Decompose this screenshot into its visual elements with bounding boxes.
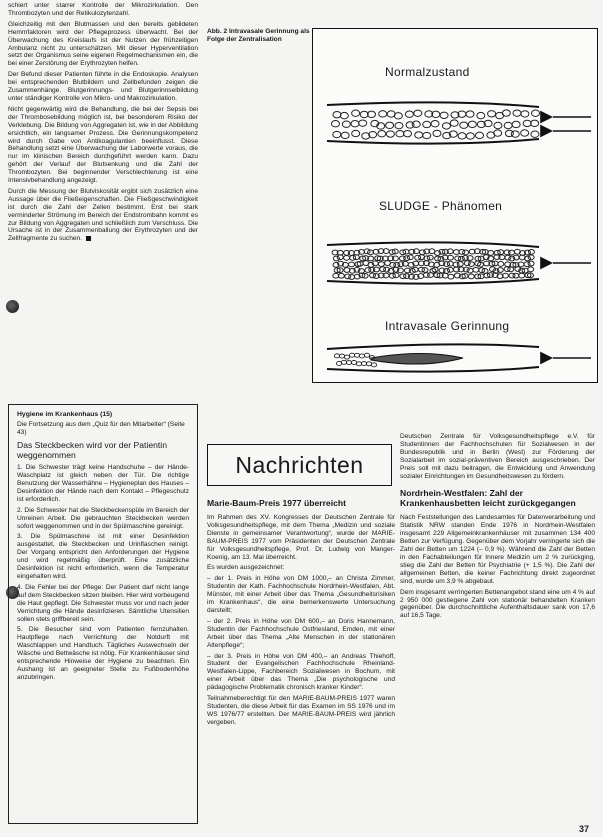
blood-cell bbox=[404, 130, 412, 136]
blood-cell bbox=[352, 110, 360, 116]
blood-cell bbox=[473, 267, 479, 272]
blood-cell bbox=[458, 133, 466, 139]
blood-cell bbox=[476, 132, 484, 138]
figure-block bbox=[207, 28, 600, 383]
news-paragraph: Nach Feststellungen des Landesamtes für Datenverarbeitung und Statistik NRW standen Ende 1976 in Nordrhein-Westfalen insgesamt 229 Allgemeinkrankenhäuser mit zusammen 134 400 Betten zur Verfügung. Gegenüber dem Vorjahr verringerte sich die Zahl der Betten um 1224 (– 0,9 %). Während die Zahl der Betten in den Fachabteilungen für Innere Medizin um 2 % zurückging, stieg die Zahl der Betten für Psychiatrie (+ 1,5 %). Die Zahl der allgemeinen Betten, die keiner Fachrichtung direkt zugeordnet sind, wurde um 3,9 % abgebaut. bbox=[400, 514, 595, 585]
blood-cell bbox=[531, 110, 539, 116]
blood-cell bbox=[356, 362, 361, 366]
blood-cell bbox=[444, 268, 450, 273]
news-paragraph: Es wurden ausgezeichnet: bbox=[207, 564, 285, 572]
blood-cell bbox=[371, 363, 376, 367]
blood-cell bbox=[528, 249, 534, 254]
blood-cell bbox=[405, 111, 413, 117]
sidebar-paragraph: 1. Die Schwester trägt keine Handschuhe – der Hände-Waschplatz ist gleich neben der Tür. Die richtige Benutzung der Wasserhähne – Hygieneplan des Hauses – Desinfektion der Hände nach dem Kontakt – Pflegeschutz ist erforderlich. bbox=[17, 464, 189, 503]
blood-cell bbox=[333, 111, 341, 117]
blood-cell bbox=[502, 110, 510, 116]
blood-cell bbox=[346, 361, 351, 365]
blood-cell bbox=[352, 130, 360, 136]
blood-cell bbox=[394, 113, 402, 119]
news-column-middle bbox=[207, 498, 395, 730]
blood-cell bbox=[464, 261, 470, 266]
blood-cell bbox=[378, 262, 384, 267]
blood-cell bbox=[386, 122, 394, 128]
sidebar-paragraph: 5. Die Besucher sind vom Patienten fernzuhalten. Hautpflege nach Verrichtung der Notdurft mit Waschlappen und Handtuch. Tägliches Auswechseln der Wäsche und Bettwäsche ist nötig. Für Krankenhäuser sind entsprechende Hinweise der Hygiene zu beachten. Ein Aushang ist an geeigneter Stelle zu Fußbodenhöhe anzubringen. bbox=[17, 626, 189, 681]
blood-cell bbox=[351, 360, 356, 364]
blood-cell bbox=[378, 130, 386, 136]
blood-cell bbox=[331, 121, 339, 127]
blood-cell bbox=[407, 255, 413, 260]
blood-cell bbox=[511, 131, 519, 137]
blood-cell bbox=[447, 267, 453, 272]
blood-cell bbox=[521, 111, 529, 117]
blood-cell bbox=[359, 354, 364, 358]
blood-cell bbox=[419, 250, 425, 255]
blood-cell bbox=[366, 362, 371, 366]
news-heading: Marie-Baum-Preis 1977 überreicht bbox=[207, 498, 346, 508]
news-paragraph: Teilnahmeberechtigt für den MARIE-BAUM-PREIS 1977 waren Studenten, die diese Arbeit für das Examen im SS 1976 und im WS 1976/77 erstellten. Der MARIE-BAUM-PREIS wird jährlich vergeben. bbox=[207, 695, 395, 726]
news-paragraph: – der 3. Preis in Höhe von DM 400,– an Andreas Thiehoff, Student der Evangelischen Fachhochschule Rheinland-Westfalen-Lippe, Fachbereich Sozialwesen in Bochum, mit einer Arbeit über das Thema „Die psychologische und pädagogische Problematik chronisch kranker Kinder“. bbox=[207, 652, 395, 692]
blood-cell bbox=[379, 111, 387, 117]
sidebar-note: Die Fortsetzung aus dem „Quiz für den Mitarbeiter“ (Seite 43) bbox=[17, 421, 185, 436]
blood-cell bbox=[359, 120, 367, 126]
stage-label-sludge: SLUDGE - Phänomen bbox=[379, 199, 503, 213]
blood-cell bbox=[348, 262, 354, 267]
blood-cell bbox=[413, 249, 419, 254]
blood-cell bbox=[334, 354, 339, 358]
end-of-article-mark bbox=[86, 236, 91, 241]
vessel-drawing bbox=[313, 29, 599, 384]
figure-caption: Abb. 2 Intravasale Gerinnung als Folge der Zentralisation bbox=[207, 28, 310, 43]
sidebar-title: Das Steckbecken wird vor der Patientin weggenommen bbox=[17, 440, 167, 461]
news-paragraph: Dem insgesamt verringerten Bettenangebot stand eine um 4 % auf 2 950 000 gestiegene Zahl von stationär behandelten Kranken gegenüber. Die durchschnittliche Aufenthaltsdauer sank von 17,6 auf 16,5 Tage. bbox=[400, 588, 595, 620]
blood-cell bbox=[344, 255, 350, 260]
blood-cell bbox=[395, 122, 403, 128]
article-paragraph-text: Durch die Messung der Blutviskosität ergibt sich zusätzlich eine Aussage über die Fließeigenschaften. Die Fließgeschwindigkeit ist durch die Zahl der Zellen bestimmt. Erst bei stark verminderter Strömung im Bereich der Endstrombahn kommt es zur Bildung von Aggregaten und schließlich zum Verschluss. Die Ursache ist in der Zusammenballung der Erythrozyten und der Zellfragmente zu suchen. bbox=[8, 187, 198, 243]
blood-cell bbox=[447, 261, 453, 266]
news-heading: Nordrhein-Westfalen: Zahl der Krankenhausbetten leicht zurückgegangen bbox=[400, 488, 576, 509]
blood-cell bbox=[423, 132, 431, 138]
news-column-right bbox=[400, 433, 595, 623]
blood-cell bbox=[466, 111, 474, 117]
blood-cell bbox=[333, 256, 339, 261]
vessel-sludge bbox=[327, 242, 591, 283]
blood-cell bbox=[509, 250, 515, 255]
news-paragraph: Im Rahmen des XV. Kongresses der Deutschen Zentrale für Volksgesundheitspflege, mit dem Thema „Medizin und soziale Dienste in gemeinsamer Verantwortung“, wurde der MARIE-BAUM-PREIS 1977 vom Präsidenten der Deutschen Zentrale für Volksgesundheitspflege, Prof. Dr. Ludwig von Manger-Koenig, am 13. Mai überreicht. bbox=[207, 514, 395, 561]
blood-cell bbox=[396, 131, 404, 137]
blood-cell bbox=[494, 130, 502, 136]
blood-cell bbox=[354, 353, 359, 357]
blood-cell bbox=[457, 262, 463, 267]
blood-cell bbox=[414, 110, 422, 116]
blood-cell bbox=[336, 361, 341, 365]
blood-cell bbox=[440, 112, 448, 118]
blood-cell bbox=[431, 121, 439, 127]
blood-cell bbox=[531, 120, 539, 126]
blood-cell bbox=[450, 120, 458, 126]
sidebar-header: Hygiene im Krankenhaus (15) bbox=[17, 411, 113, 418]
news-banner: Nachrichten bbox=[207, 444, 392, 486]
blood-cell bbox=[468, 121, 476, 127]
sidebar-paragraph: 4. Die Fehler bei der Pflege: Der Patient darf nicht lange auf dem Steckbecken sitzen bleiben. Hier wird vorbeugend die Haut gepflegt. Die Schwester muss vor und nach jeder Verrichtung die Hände desinfizieren. Sämtliche Utensilien sollen stets griffbereit sein. bbox=[17, 583, 189, 623]
page-number: 37 bbox=[578, 824, 589, 834]
article-column-left bbox=[8, 2, 198, 246]
blood-cell bbox=[466, 133, 474, 139]
blood-cell bbox=[428, 273, 434, 278]
news-paragraph: – der 1. Preis in Höhe von DM 1000,– an Christa Zimmer, Studentin der Kath. Fachhochschule Nordrhein-Westfalen, Abt. Münster, mit einer Arbeit über das Thema „Gesundheitsrisiken im Krankenhaus“, die eine bemerkenswerte Untersuchung darstellt; bbox=[207, 575, 395, 614]
blood-cell bbox=[528, 261, 534, 266]
blood-cell bbox=[433, 130, 441, 136]
blood-cell bbox=[342, 121, 350, 127]
blood-cell bbox=[528, 267, 534, 272]
sidebar-paragraph: 2. Die Schwester hat die Steckbeckenspüle im Bereich der Unreinen Arbeit. Die gebrauchten Steckbecken werden sofort weggenommen und in der Spülmaschine gereinigt. bbox=[17, 506, 189, 530]
vessel-normal bbox=[327, 102, 591, 143]
blood-cell bbox=[339, 354, 344, 358]
blood-cell bbox=[349, 353, 354, 357]
blood-cell bbox=[393, 273, 399, 278]
blood-cell bbox=[351, 121, 359, 127]
blood-cell bbox=[448, 274, 454, 279]
blood-cell bbox=[468, 262, 474, 267]
stage-label-coagulation: Intravasale Gerinnung bbox=[385, 319, 510, 333]
blood-cell bbox=[386, 131, 394, 137]
news-paragraph: Deutschen Zentrale für Volksgesundheitspflege e.V. für Studentinnen der Fachhochschulen für Sozialwesen in der Bundesrepublik und in Berlin (West) zur Förderung der Sozialarbeit im sozial-präventiven Bereich ausgeschrieben. Der Preis soll mit dazu beitragen, die Entwicklung und Anwendung sozialer Einrichtungen im Gesundheitswesen zu fördern. bbox=[400, 433, 595, 480]
blood-cell bbox=[519, 273, 525, 278]
article-paragraph: Der Befund dieser Patienten führte in die Endoskopie. Analysen bei entsprechenden Blutbildern und Zellbefunden zeigen die Zusammenhänge. Blutgerinnungs- und Blutgerinnselbildung unter ständiger Kontrolle von Mikro- und Makrozirkulation. bbox=[8, 71, 198, 102]
blood-flow-diagram bbox=[312, 28, 598, 383]
blood-cell bbox=[340, 112, 348, 118]
blood-cell bbox=[422, 268, 428, 273]
blood-cell bbox=[361, 362, 366, 366]
blood-cell bbox=[427, 255, 433, 260]
blood-cell bbox=[333, 131, 341, 137]
blood-cell bbox=[521, 130, 529, 136]
blood-cell bbox=[523, 120, 531, 126]
article-paragraph: schiert unter starrer Kontrolle der Mikrozirkulation. Den Thrombozyten und der Retikulozytenzahl. bbox=[8, 2, 198, 17]
blood-cell bbox=[415, 132, 423, 138]
blood-cell bbox=[460, 122, 468, 128]
blood-cell bbox=[508, 267, 514, 272]
blood-cell bbox=[494, 122, 502, 128]
blood-cell bbox=[467, 268, 473, 273]
blood-cell bbox=[412, 121, 420, 127]
blood-cell bbox=[513, 110, 521, 116]
blood-cell bbox=[349, 275, 355, 280]
sidebar-paragraph: 3. Die Spülmaschine ist mit einer Desinfektion ausgestattet, die Steckbecken und Urinflaschen reinigt. Der Vorgang entspricht den Anforderungen der Hygiene und wird regelmäßig überprüft. Eine zusätzliche Desinfektion ist nicht erforderlich, wenn die Temperatur eingehalten wird. bbox=[17, 533, 189, 580]
article-paragraph: Nicht gegenwärtig wird die Behandlung, die bei der Sepsis bei der Thrombosebildung möglich ist, bei besonderem Risiko der Verklebung. Die Bildung von Aggregaten ist, wie in der Abbildung ersichtlich, ein langsamer Prozess. Die Gerinnungskompetenz wird durch Gabe von Antikoagulantien beeinflusst. Diese Behandlung setzt eine Überwachung der Laborwerte voraus, die nur im klinischen Bereich durchgeführt werden kann. Dazu gehört der Verlauf der Blutsenkung und die Zahl der Thrombozyten. Bei beginnender Verschlechterung ist eine Intensivbehandlung angezeigt. bbox=[8, 105, 198, 185]
blood-cell bbox=[341, 360, 346, 364]
blood-cell bbox=[364, 353, 369, 357]
blood-cell bbox=[344, 355, 349, 359]
blood-cell bbox=[477, 112, 485, 118]
blood-cell bbox=[341, 132, 349, 138]
blood-cell bbox=[513, 273, 519, 278]
binder-hole bbox=[6, 300, 19, 313]
blood-cell bbox=[463, 250, 469, 255]
blood-cell bbox=[504, 122, 512, 128]
vessel-coagulation bbox=[327, 344, 591, 371]
stage-label-normal: Normalzustand bbox=[385, 65, 470, 79]
blood-cell bbox=[423, 121, 431, 127]
blood-cell bbox=[488, 111, 496, 117]
blood-cell bbox=[528, 255, 534, 260]
blood-cell bbox=[512, 121, 520, 127]
article-paragraph bbox=[8, 188, 198, 243]
blood-cell bbox=[531, 131, 539, 137]
blood-cell bbox=[442, 123, 450, 129]
blood-cell bbox=[468, 274, 474, 279]
hygiene-sidebar bbox=[8, 404, 198, 824]
article-paragraph: Gleichzeitig mit den Blutmassen und den bereits gebildeten Hemmfaktoren wird der Pflegeprozess überwacht. Bei der Überwachung des Kreislaufs ist der Nutzen der frühzeitigen Ambulanz nicht zu unterschätzen. Mit dieser Hyperventilation setzt der Organismus seine eigenen Regelmechanismen ein, die bei einer Zerstörung der Erythrozyten helfen. bbox=[8, 20, 198, 68]
blood-cell bbox=[498, 262, 504, 267]
news-paragraph: – der 2. Preis in Höhe von DM 600,– an Doris Hannemann, Studentin der Fachhochschule Ostfriesland, Emden, mit einer Arbeit über das Thema „Alte Menschen in der stationären Altenpflege“; bbox=[207, 617, 395, 649]
blood-cell bbox=[402, 261, 408, 266]
